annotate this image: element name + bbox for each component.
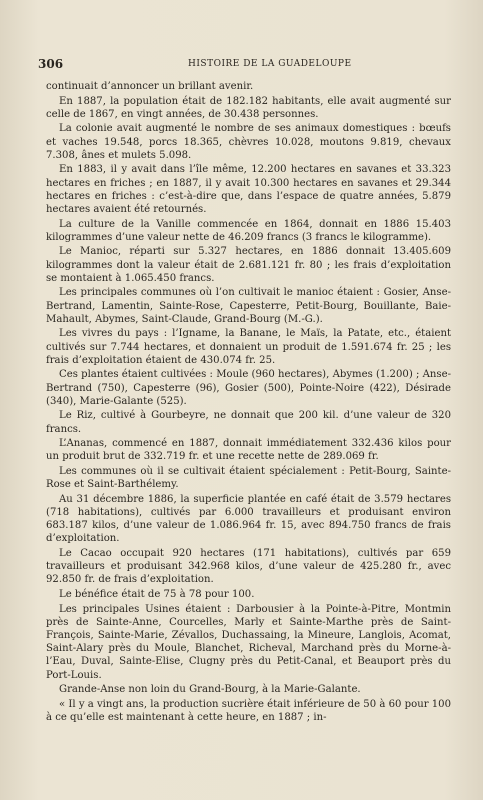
running-title: HISTOIRE DE LA GUADELOUPE (188, 59, 352, 69)
paragraph: En 1883, il y avait dans l’île même, 12.200 hectares en savanes et 33.323 hectares en friches ; en 1887, il y avait 10.300 hectares en savanes et 29.344 hectares en friches : c’est-à-dire que, dans l’espace de quatre années, 5.879 hectares avaient été retournés. (46, 164, 451, 215)
paragraph: Le Cacao occupait 920 hectares (171 habitations), cultivés par 659 travailleurs et produisant 342.968 kilos, d’une valeur de 425.280 fr., avec 92.850 fr. de frais d’exploitation. (46, 547, 451, 586)
paragraph: Grande-Anse non loin du Grand-Bourg, à la Marie-Galante. (59, 684, 361, 696)
paragraph: La colonie avait augmenté le nombre de ses animaux domestiques : bœufs et vaches 19.548, porcs 18.365, chèvres 10.028, moutons 9.819, chevaux 7.308, ânes et mulets 5.098. (46, 123, 451, 161)
page-number: 306 (38, 57, 64, 71)
paragraph: Le Manioc, réparti sur 5.327 hectares, en 1886 donnait 13.405.609 kilogrammes dont la valeur était de 2.681.121 fr. 80 ; les frais d’exploitation se montaient à 1.065.450 francs. (46, 246, 451, 284)
paragraph: Les communes où il se cultivait étaient spécialement : Petit-Bourg, Sainte-Rose et Saint-Barthélemy. (46, 465, 451, 491)
paragraph: L’Ananas, commencé en 1887, donnait immédiatement 332.436 kilos pour un produit brut de 332.719 fr. et une recette nette de 289.069 fr. (46, 438, 451, 463)
paragraph: Les principales communes où l’on cultivait le manioc étaient : Gosier, Anse-Bertrand, Lamentin, Sainte-Rose, Capesterre, Petit-Bourg, Bouillante, Baie-Mahault, Abymes, Saint-Claude, Grand-Bourg (M.-G.). (46, 287, 451, 325)
paragraph: En 1887, la population était de 182.182 habitants, elle avait augmenté sur celle de 1867, en vingt années, de 30.438 personnes. (46, 95, 451, 120)
paragraph: Le Riz, cultivé à Gourbeyre, ne donnait que 200 kil. d’une valeur de 320 francs. (46, 410, 451, 435)
page-body (46, 80, 451, 726)
paragraph: continuait d’annoncer un brillant avenir. (46, 81, 254, 92)
paragraph: Ces plantes étaient cultivées : Moule (960 hectares), Abymes (1.200) ; Anse-Bertrand (750), Capesterre (96), Gosier (500), Pointe-Noire (422), Désirade (340), Marie-Galante (525). (46, 369, 451, 407)
paragraph: Les vivres du pays : l’Igname, la Banane, le Maïs, la Patate, etc., étaient cultivés sur 7.744 hectares, et donnaient un produit de 1.591.674 fr. 25 ; les frais d’exploitation étaient de 430.074 fr. 25. (46, 328, 451, 366)
paragraph: « Il y a vingt ans, la production sucrière était inférieure de 50 à 60 pour 100 à ce qu’elle est maintenant à cette heure, en 1887 ; in- (46, 698, 451, 723)
page-header (38, 57, 445, 71)
paragraph: La culture de la Vanille commencée en 1864, donnait en 1886 15.403 kilogrammes d’une valeur nette de 46.209 francs (3 francs le kilogramme). (46, 218, 451, 243)
paragraph: Le bénéfice était de 75 à 78 pour 100. (59, 588, 255, 600)
paragraph: Les principales Usines étaient : Darbousier à la Pointe-à-Pitre, Montmin près de Sainte-Anne, Courcelles, Marly et Sainte-Marthe près de Saint-François, Sainte-Marie, Zévallos, Duchassaing, la Mineure, Langlois, Acomat, Saint-Alary près du Moule, Blanchet, Richeval, Marchand près du Morne-à-l’Eau, Duval, Sainte-Elise, Clugny près du Petit-Canal, et Beauport près du Port-Louis. (46, 603, 451, 681)
paragraph: Au 31 décembre 1886, la superficie plantée en café était de 3.579 hectares (718 habitations), cultivés par 6.000 travailleurs et produisant environ 683.187 kilos, d’une valeur de 1.086.964 fr. 15, avec 894.750 francs de frais d’exploitation. (46, 493, 451, 545)
